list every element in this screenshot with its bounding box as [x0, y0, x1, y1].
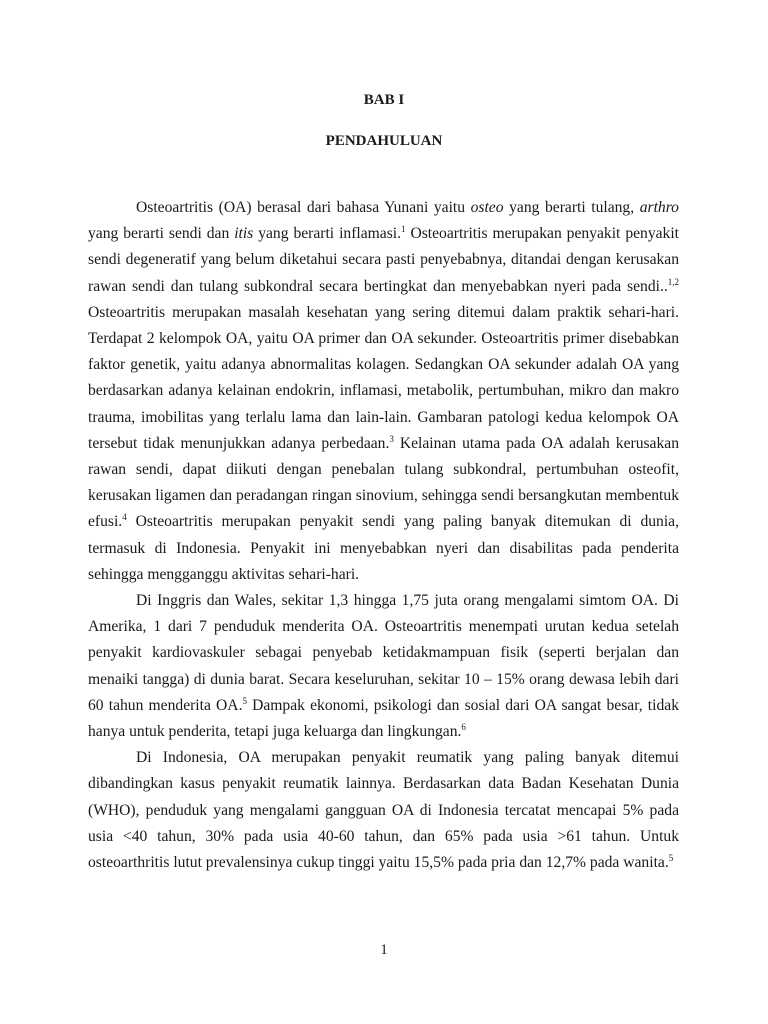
text-run: Osteoartritis merupakan penyakit sendi yang paling banyak ditemukan di dunia, termasuk di Indonesia. Penyakit ini menyebabkan nyeri dan disabilitas pada penderita sehingga mengganggu aktivitas sehari-hari.: [88, 513, 679, 583]
paragraph-1: [88, 195, 679, 588]
italic-term: osteo: [470, 199, 504, 216]
body-text: [88, 195, 679, 876]
italic-term: itis: [234, 225, 254, 243]
citation-superscript: 5: [242, 695, 247, 706]
text-run: Kelainan utama pada OA adalah kerusakan rawan sendi, dapat diikuti dengan penebalan tulang subkondral, pertumbuhan osteofit, kerusakan ligamen dan peradangan ringan sinovium, sehingga sendi bersangkutan membentuk efusi.: [88, 434, 679, 531]
text-run: Di Indonesia, OA merupakan penyakit reumatik yang paling banyak ditemui dibandingkan kasus penyakit reumatik lainnya. Berdasarkan data Badan Kesehatan Dunia (WHO), penduduk yang mengalami gangguan OA di Indonesia tercatat mencapai 5% pada usia <40 tahun, 30% pada usia 40-60 tahun, dan 65% pada usia >61 tahun. Untuk osteoarthritis lutut prevalensinya cukup tinggi yaitu 15,5% pada pria dan 12,7% pada wanita.: [88, 749, 679, 872]
citation-superscript: 4: [122, 512, 127, 523]
text-run: Osteoartritis (OA) berasal dari bahasa Yunani yaitu: [136, 199, 471, 216]
citation-superscript: 5: [668, 853, 674, 864]
citation-superscript: 3: [389, 433, 394, 444]
paragraph-3: [88, 745, 679, 876]
text-run: yang berarti inflamasi.: [253, 225, 402, 243]
text-run: yang berarti tulang,: [503, 199, 640, 216]
text-run: Osteoartritis merupakan penyakit penyakit sendi degeneratif yang belum diketahui secara pasti penyebabnya, ditandai dengan kerusakan rawan sendi dan tulang subkondral secara bertingkat dan menyebabkan nyeri pada sendi..: [88, 225, 680, 295]
italic-term: arthro: [639, 199, 679, 216]
citation-superscript: 1: [401, 224, 406, 235]
citation-superscript: 6: [461, 722, 466, 733]
chapter-title: PENDAHULUAN: [325, 133, 443, 149]
page-number: 1: [380, 942, 388, 958]
text-run: Dampak ekonomi, psikologi dan sosial dari OA sangat besar, tidak hanya untuk penderita, tetapi juga keluarga dan lingkungan.: [88, 696, 679, 741]
text-run: Osteoartritis merupakan masalah kesehatan yang sering ditemui dalam praktik sehari-hari. Terdapat 2 kelompok OA, yaitu OA primer dan OA sekunder. Osteoartritis primer disebabkan faktor genetik, yaitu adanya abnormalitas kolagen. Sedangkan OA sekunder adalah OA yang berdasarkan adanya kelainan endokrin, inflamasi, metabolik, pertumbuhan, mikro dan makro trauma, imobilitas yang terlalu lama dan lain-lain. Gambaran patologi kedua kelompok OA tersebut tidak menunjukkan adanya perbedaan.: [88, 303, 679, 452]
paragraph-2: [88, 588, 679, 745]
chapter-number: BAB I: [363, 92, 405, 108]
text-run: yang berarti sendi dan: [88, 225, 235, 243]
text-run: Di Inggris dan Wales, sekitar 1,3 hingga 1,75 juta orang mengalami simtom OA. Di Amerika, 1 dari 7 penduduk menderita OA. Osteoartritis menempati urutan kedua setelah penyakit kardiovaskuler sebagai penyebab ketidakmampuan fisik (seperti berjalan dan menaiki tangga) di dunia barat. Secara keseluruhan, sekitar 10 – 15% orang dewasa lebih dari 60 tahun menderita OA.: [88, 592, 679, 714]
citation-superscript: 1,2: [667, 276, 679, 287]
